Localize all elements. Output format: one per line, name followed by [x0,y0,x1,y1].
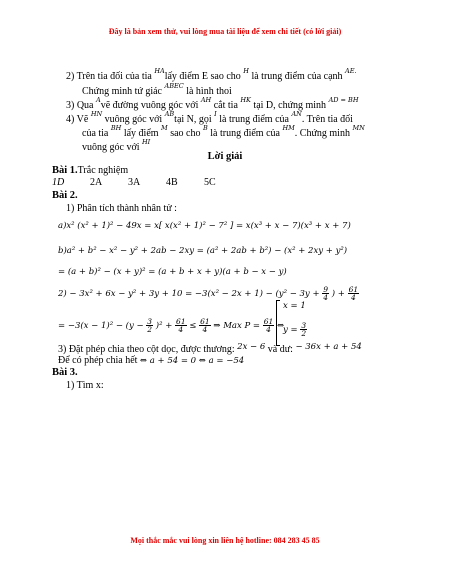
system-y: y = $\frac{3}{2}$ [283,320,307,338]
equation-b1: b)a² + b² − x² − y² + 2ab − 2xy = (a² + 2ab + b²) − (x² + 2xy + y²) [58,246,348,256]
system-x: x = 1 [283,301,306,311]
item-2-line-2: Chứng minh tứ giác $^{ABEC}$ là hình thoi [82,82,232,97]
system-brace [276,300,280,346]
item-3: 3) Qua $^A$vẽ đường vuông góc với $^{AH}$ cắt tia $^{HK}$ tại D, chứng minh $^{AD = BH}$ [66,96,359,111]
part-3-line-2: Để có phép chia hết ⇔ a + 54 = 0 ⇔ a = −54 [58,355,245,366]
item-4-line-1: 4) Vẽ $^{HN}$ vuông góc với $^{AB}$tại N, gọi $^I$ là trung điểm của $^{AN}$. Trên tia đối [66,110,353,125]
fraction-61-4-c: $\frac{61}{4}$ [263,316,274,334]
equation-2b: = −3(x − 1)² − (y − $\frac{3}{2}$ )² + $\frac{61}{4}$ ≤ $\frac{61}{4}$ ⇒ Max P = $\frac{61}{4}$ ⇔ [58,316,285,334]
fraction-61-4: $\frac{61}{4}$ [348,284,359,302]
bai-3-heading: Bài 3. [52,367,78,378]
bai-3-part-1: 1) Tìm x: [66,380,104,391]
answer-2: 2A [90,177,103,188]
footer-notice: Mọi thắc mắc vui lòng xin liên hệ hotline: 084 283 45 85 [130,536,320,545]
item-4-line-2: của tia $^{BH}$ lấy điểm $^M$ sao cho $^B$ là trung điểm của $^{HM}$. Chứng minh $^{MN}$ [82,124,365,139]
solution-title: Lời giải [207,151,243,162]
part-3-line-1: 3) Đặt phép chia theo cột dọc, được thương: $^{2x - 6}$ và dư: $^{- 36x + a + 54}$ [58,342,362,355]
fraction-3-2: $\frac{3}{2}$ [147,316,153,334]
equation-a: a)x² (x² + 1)² − 49x = x[ x(x² + 1)² − 7² ] = x(x³ + x − 7)(x³ + x + 7) [58,221,351,231]
equation-2a: 2) − 3x² + 6x − y² + 3y + 10 = −3(x² − 2x + 1) − (y² − 3y + $\frac{9}{4}$ ) + $\frac{61}{4}$ [58,284,359,302]
bai-2-heading: Bài 2. [52,190,78,201]
answer-4: 4B [166,177,178,188]
answer-5: 5C [204,177,216,188]
fraction-9-4: $\frac{9}{4}$ [323,284,329,302]
answer-3: 3A [128,177,141,188]
fraction-61-4-a: $\frac{61}{4}$ [176,316,186,334]
bai-1-heading: Bài 1.Trắc nghiệm [52,165,129,176]
equation-b2: = (a + b)² − (x + y)² = (a + b + x + y)(a + b − x − y) [58,267,287,277]
part-1-heading: 1) Phân tích thành nhân tử : [66,203,177,214]
fraction-sys-3-2: $\frac{3}{2}$ [301,320,307,338]
header-notice: Đây là bản xem thử, vui lòng mua tài liệu để xem chi tiết (có lời giải) [108,27,342,36]
answer-1: 1D [52,177,65,188]
fraction-61-4-b: $\frac{61}{4}$ [200,316,210,334]
answers-row [52,177,216,188]
item-4-line-3: vuông góc với $^{HI}$ [82,138,151,153]
item-2-line-1: 2) Trên tia đối của tia $^{HA}$lấy điểm E sao cho $^H$ là trung điểm của cạnh $^{AE.}$ [66,67,357,82]
